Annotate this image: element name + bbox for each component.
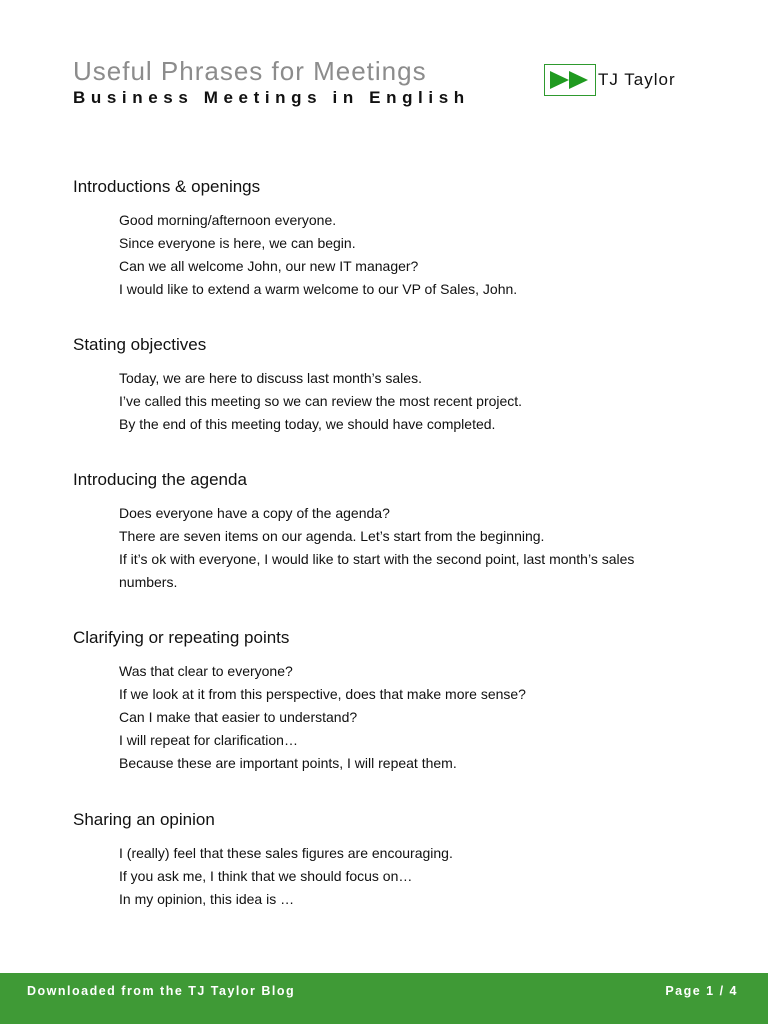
brand-logo xyxy=(544,64,676,96)
section-introductions xyxy=(73,176,693,301)
phrase-item: There are seven items on our agenda. Let’s start from the beginning. xyxy=(119,528,545,544)
section-heading: Clarifying or repeating points xyxy=(73,628,290,647)
section-objectives xyxy=(73,334,693,436)
section-heading: Introductions & openings xyxy=(73,177,261,196)
page-number: Page 1 / 4 xyxy=(665,984,738,998)
document-title: Useful Phrases for Meetings xyxy=(73,56,427,86)
phrase-item: I would like to extend a warm welcome to our VP of Sales, John. xyxy=(119,281,518,297)
phrase-item: If you ask me, I think that we should focus on… xyxy=(119,868,413,884)
phrase-item: If it’s ok with everyone, I would like to start with the second point, last month’s sales numbers. xyxy=(119,551,635,590)
phrase-list xyxy=(73,502,693,594)
page-footer xyxy=(0,973,768,1024)
phrase-item: Today, we are here to discuss last month’s sales. xyxy=(119,370,422,386)
phrase-list xyxy=(73,660,693,775)
phrase-list xyxy=(73,209,693,301)
phrase-item: If we look at it from this perspective, does that make more sense? xyxy=(119,686,526,702)
phrase-list xyxy=(73,842,693,911)
section-heading: Stating objectives xyxy=(73,335,207,354)
phrase-item: Can we all welcome John, our new IT manager? xyxy=(119,258,419,274)
phrase-item: I (really) feel that these sales figures are encouraging. xyxy=(119,845,453,861)
phrase-item: Does everyone have a copy of the agenda? xyxy=(119,505,390,521)
section-heading: Introducing the agenda xyxy=(73,470,247,489)
phrase-item: Can I make that easier to understand? xyxy=(119,709,358,725)
fast-forward-icon xyxy=(544,64,596,96)
section-clarifying xyxy=(73,627,693,775)
section-opinion xyxy=(73,809,693,911)
document-header xyxy=(73,55,470,109)
phrase-item: Was that clear to everyone? xyxy=(119,663,293,679)
phrase-item: Good morning/afternoon everyone. xyxy=(119,212,337,228)
phrase-list xyxy=(73,367,693,436)
phrase-item: I’ve called this meeting so we can review the most recent project. xyxy=(119,393,523,409)
phrase-item: I will repeat for clarification… xyxy=(119,732,298,748)
section-agenda xyxy=(73,469,693,594)
brand-name: TJ Taylor xyxy=(598,70,676,89)
phrase-item: In my opinion, this idea is … xyxy=(119,891,295,907)
document-subtitle: Business Meetings in English xyxy=(73,88,470,107)
footer-source-text: Downloaded from the TJ Taylor Blog xyxy=(27,984,296,998)
section-heading: Sharing an opinion xyxy=(73,810,215,829)
phrase-item: Because these are important points, I will repeat them. xyxy=(119,755,457,771)
phrase-item: By the end of this meeting today, we should have completed. xyxy=(119,416,496,432)
phrase-item: Since everyone is here, we can begin. xyxy=(119,235,356,251)
